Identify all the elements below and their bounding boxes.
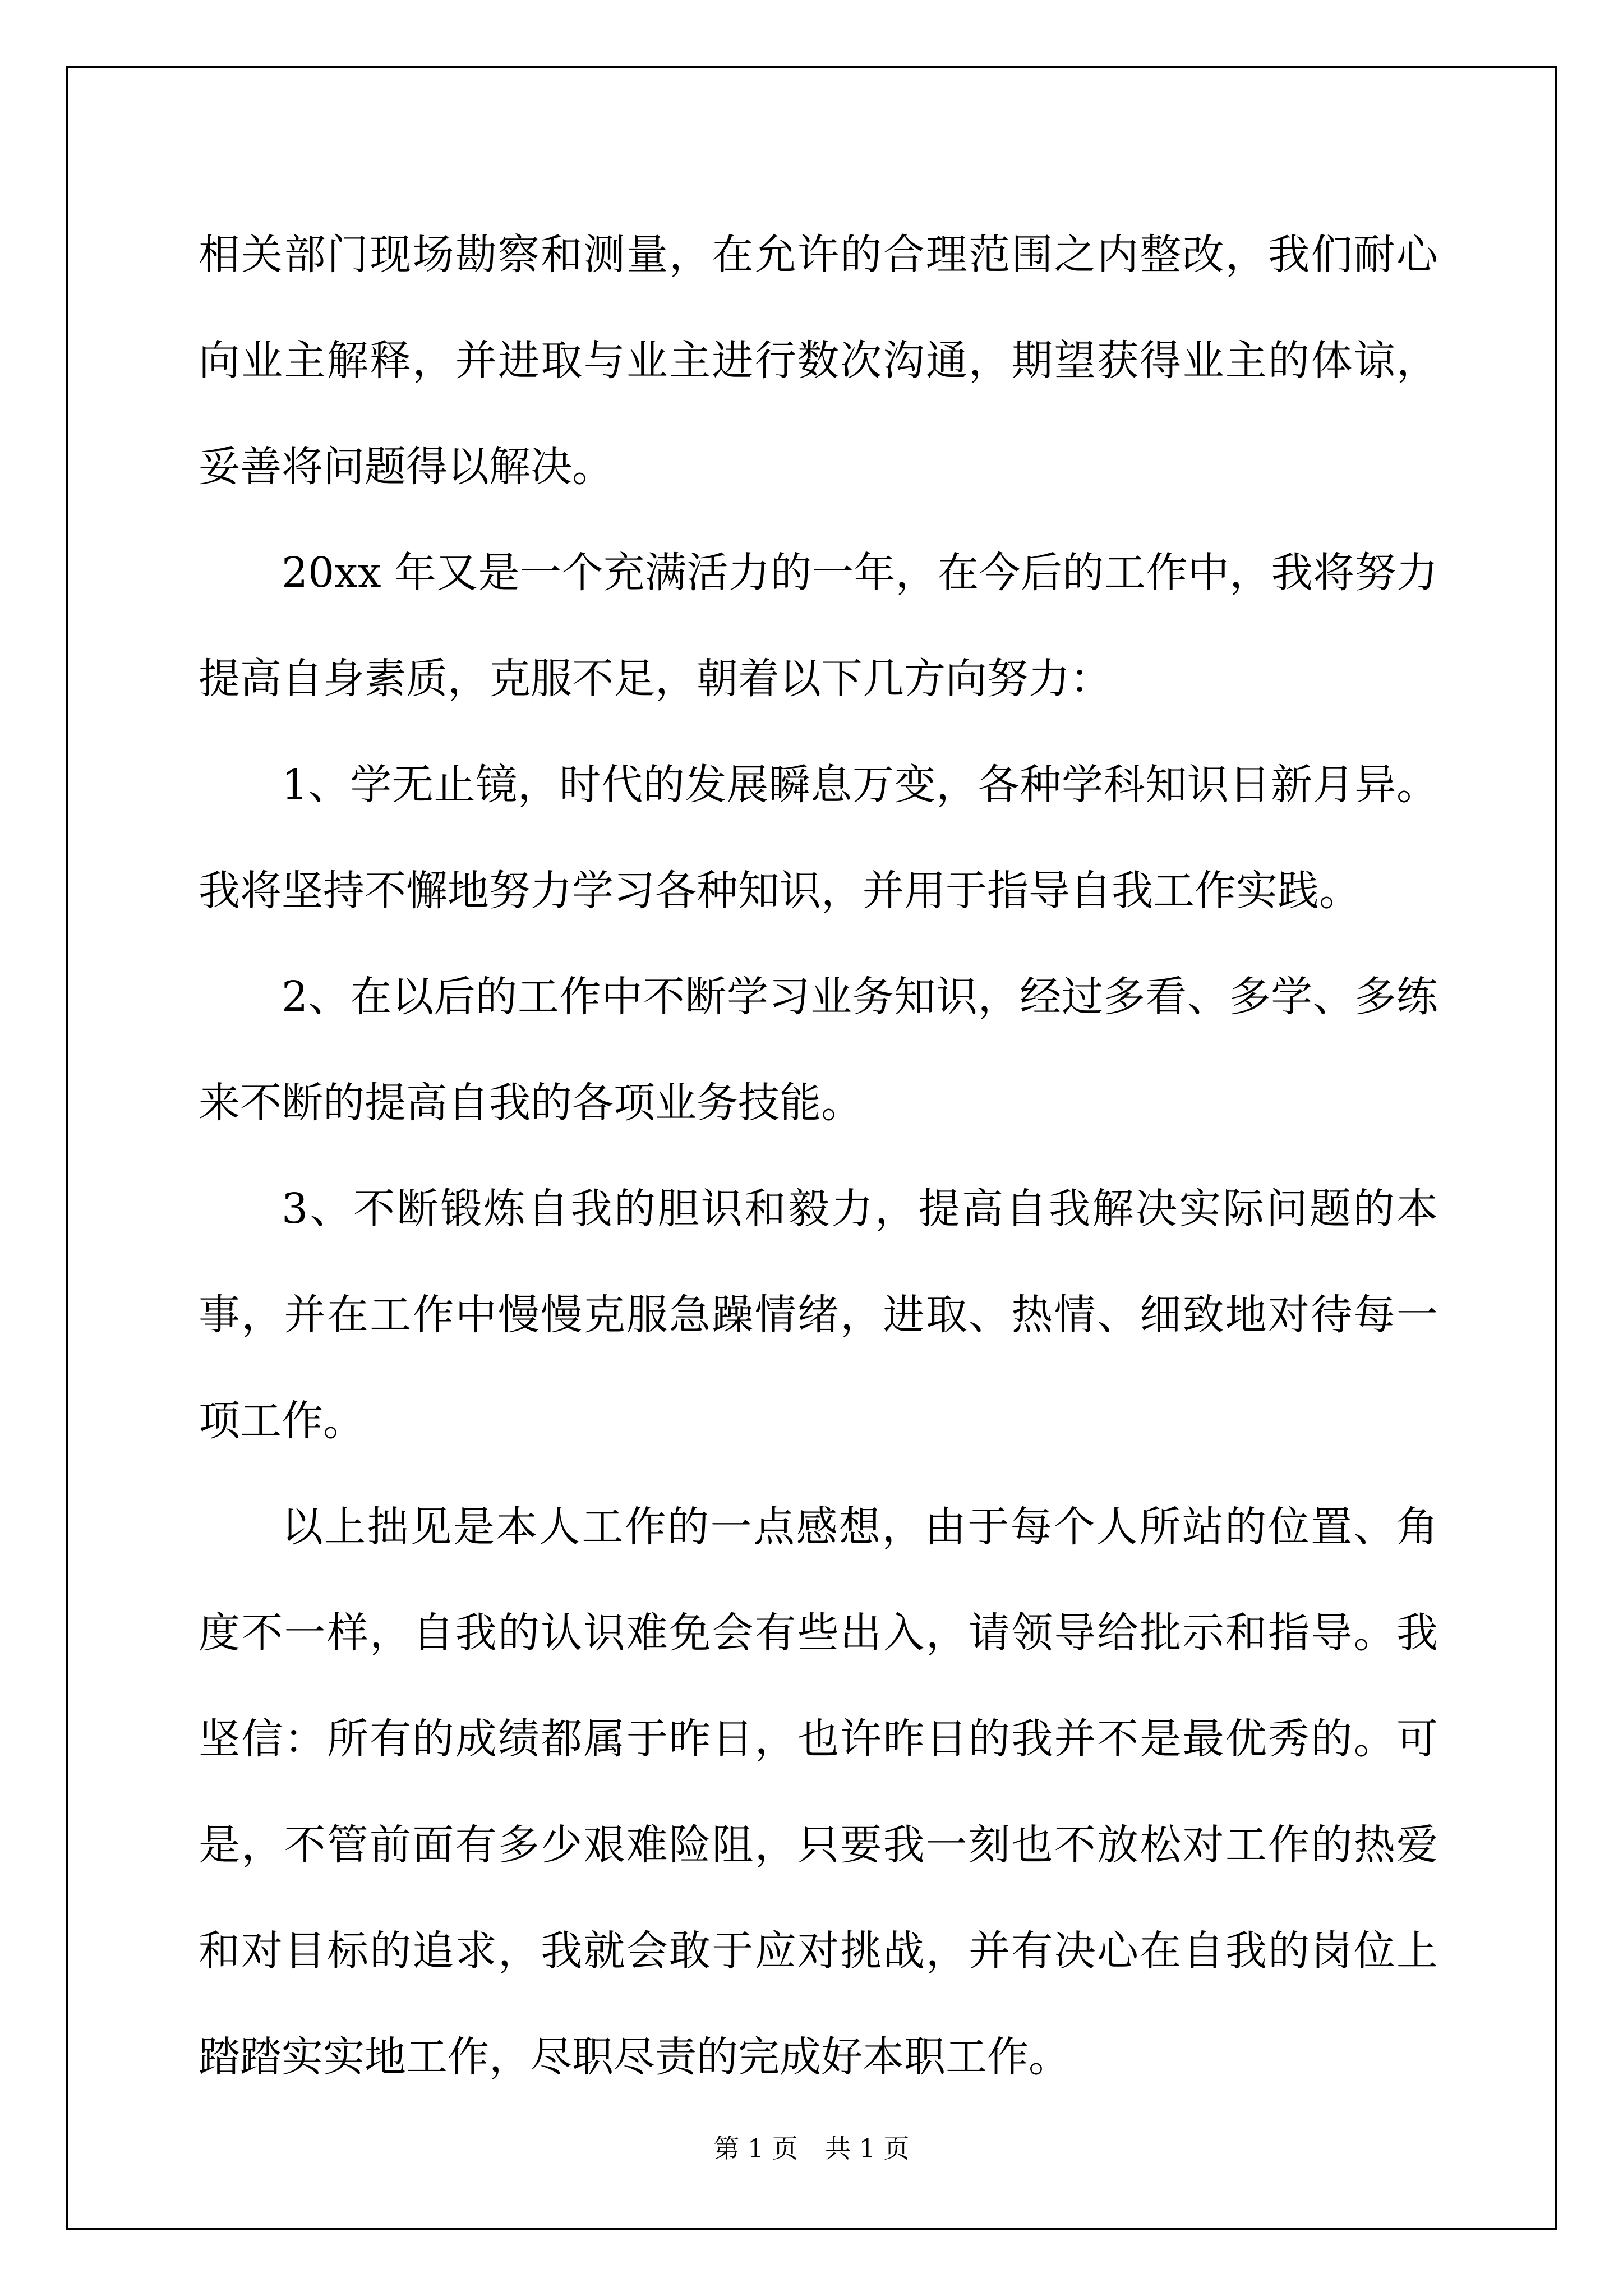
paragraph-conclusion: 以上拙见是本人工作的一点感想，由于每个人所站的位置、角度不一样，自我的认识难免会有些出入，请领导给批示和指导。我坚信：所有的成绩都属于昨日，也许昨日的我并不是最优秀的。可是，不管前面有多少艰难险阻，只要我一刻也不放松对工作的热爱和对目标的追求，我就会敢于应对挑战，并有决心在自我的岗位上踏踏实实地工作，尽职尽责的完成好本职工作。 [199, 1503, 1438, 2081]
paragraph-continuation: 相关部门现场勘察和测量，在允许的合理范围之内整改，我们耐心向业主解释，并进取与业主进行数次沟通，期望获得业主的体谅，妥善将问题得以解决。 [199, 231, 1438, 491]
document-body [199, 202, 1438, 2110]
page-number: 第 1 页 [713, 2133, 798, 2164]
paragraph-plan-intro: 20xx 年又是一个充满活力的一年，在今后的工作中，我将努力提高自身素质，克服不足，朝着以下几方向努力： [199, 549, 1438, 703]
paragraph-item-3: 3、不断锻炼自我的胆识和毅力，提高自我解决实际问题的本事，并在工作中慢慢克服急躁情绪，进取、热情、细致地对待每一项工作。 [199, 1185, 1438, 1445]
paragraph-item-2: 2、在以后的工作中不断学习业务知识，经过多看、多学、多练来不断的提高自我的各项业务技能。 [199, 973, 1438, 1127]
page-total: 共 1 页 [825, 2133, 910, 2164]
page-footer [0, 2132, 1623, 2165]
paragraph-item-1: 1、学无止镜，时代的发展瞬息万变，各种学科知识日新月异。我将坚持不懈地努力学习各种知识，并用于指导自我工作实践。 [199, 761, 1438, 915]
